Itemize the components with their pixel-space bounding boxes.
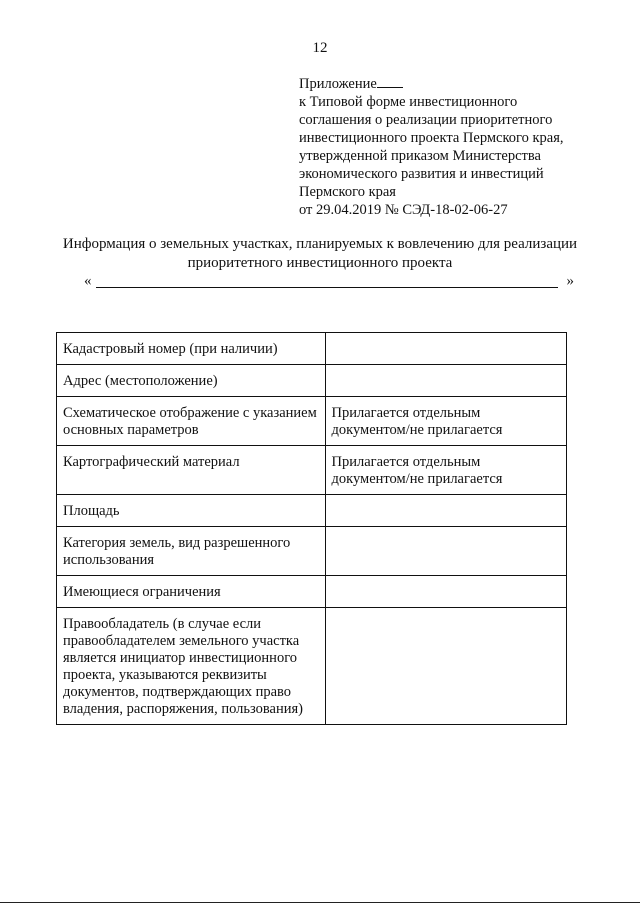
- table-row: [57, 576, 567, 608]
- row-value-cell: [325, 527, 566, 576]
- scan-edge-line: [0, 902, 640, 903]
- appendix-number-blank: [377, 75, 403, 88]
- table-row: [57, 365, 567, 397]
- row-value-cell: [325, 576, 566, 608]
- row-value-cell: [325, 608, 566, 725]
- row-value-cell: [325, 333, 566, 365]
- table-row: [57, 495, 567, 527]
- row-value-cell: [325, 495, 566, 527]
- table-row: [57, 397, 567, 446]
- heading-line: приоритетного инвестиционного проекта: [187, 255, 453, 271]
- table-row: [57, 527, 567, 576]
- land-plot-info-table: [56, 332, 567, 725]
- appendix-line: к Типовой форме инвестиционного: [299, 94, 518, 110]
- appendix-title: Приложение: [299, 75, 629, 93]
- row-value-cell: Прилагается отдельным документом/не прилагается: [325, 446, 566, 495]
- row-value-cell: [325, 365, 566, 397]
- table-row: [57, 333, 567, 365]
- quote-close: »: [566, 273, 574, 289]
- project-name-field: [84, 273, 574, 291]
- document-heading: [0, 235, 640, 273]
- appendix-block: [299, 75, 629, 219]
- row-value-cell: Прилагается отдельным документом/не прилагается: [325, 397, 566, 446]
- page-number: 12: [312, 40, 328, 56]
- project-name-underline: [96, 287, 558, 288]
- appendix-line: соглашения о реализации приоритетного: [299, 112, 553, 128]
- table-row: [57, 608, 567, 725]
- row-label-cell: Категория земель, вид разрешенного использования: [57, 527, 326, 576]
- appendix-line: утвержденной приказом Министерства: [299, 148, 541, 164]
- table-row: [57, 446, 567, 495]
- row-label-cell: Кадастровый номер (при наличии): [57, 333, 326, 365]
- appendix-order-reference: от 29.04.2019 № СЭД-18-02-06-27: [299, 202, 508, 218]
- heading-line: Информация о земельных участках, планируемых к вовлечению для реализации: [62, 236, 578, 252]
- appendix-line: экономического развития и инвестиций: [299, 166, 544, 182]
- row-label-cell: Имеющиеся ограничения: [57, 576, 326, 608]
- row-label-cell: Адрес (местоположение): [57, 365, 326, 397]
- quote-open: «: [84, 273, 92, 289]
- row-label-cell: Схематическое отображение с указанием основных параметров: [57, 397, 326, 446]
- row-label-cell: Площадь: [57, 495, 326, 527]
- appendix-line: инвестиционного проекта Пермского края,: [299, 130, 564, 146]
- appendix-line: Пермского края: [299, 184, 396, 200]
- row-label-cell: Картографический материал: [57, 446, 326, 495]
- row-label-cell: Правообладатель (в случае если правообладателем земельного участка является инициатор инвестиционного проекта, указываются реквизиты документов, подтверждающих право владения, распоряжения, пользования): [57, 608, 326, 725]
